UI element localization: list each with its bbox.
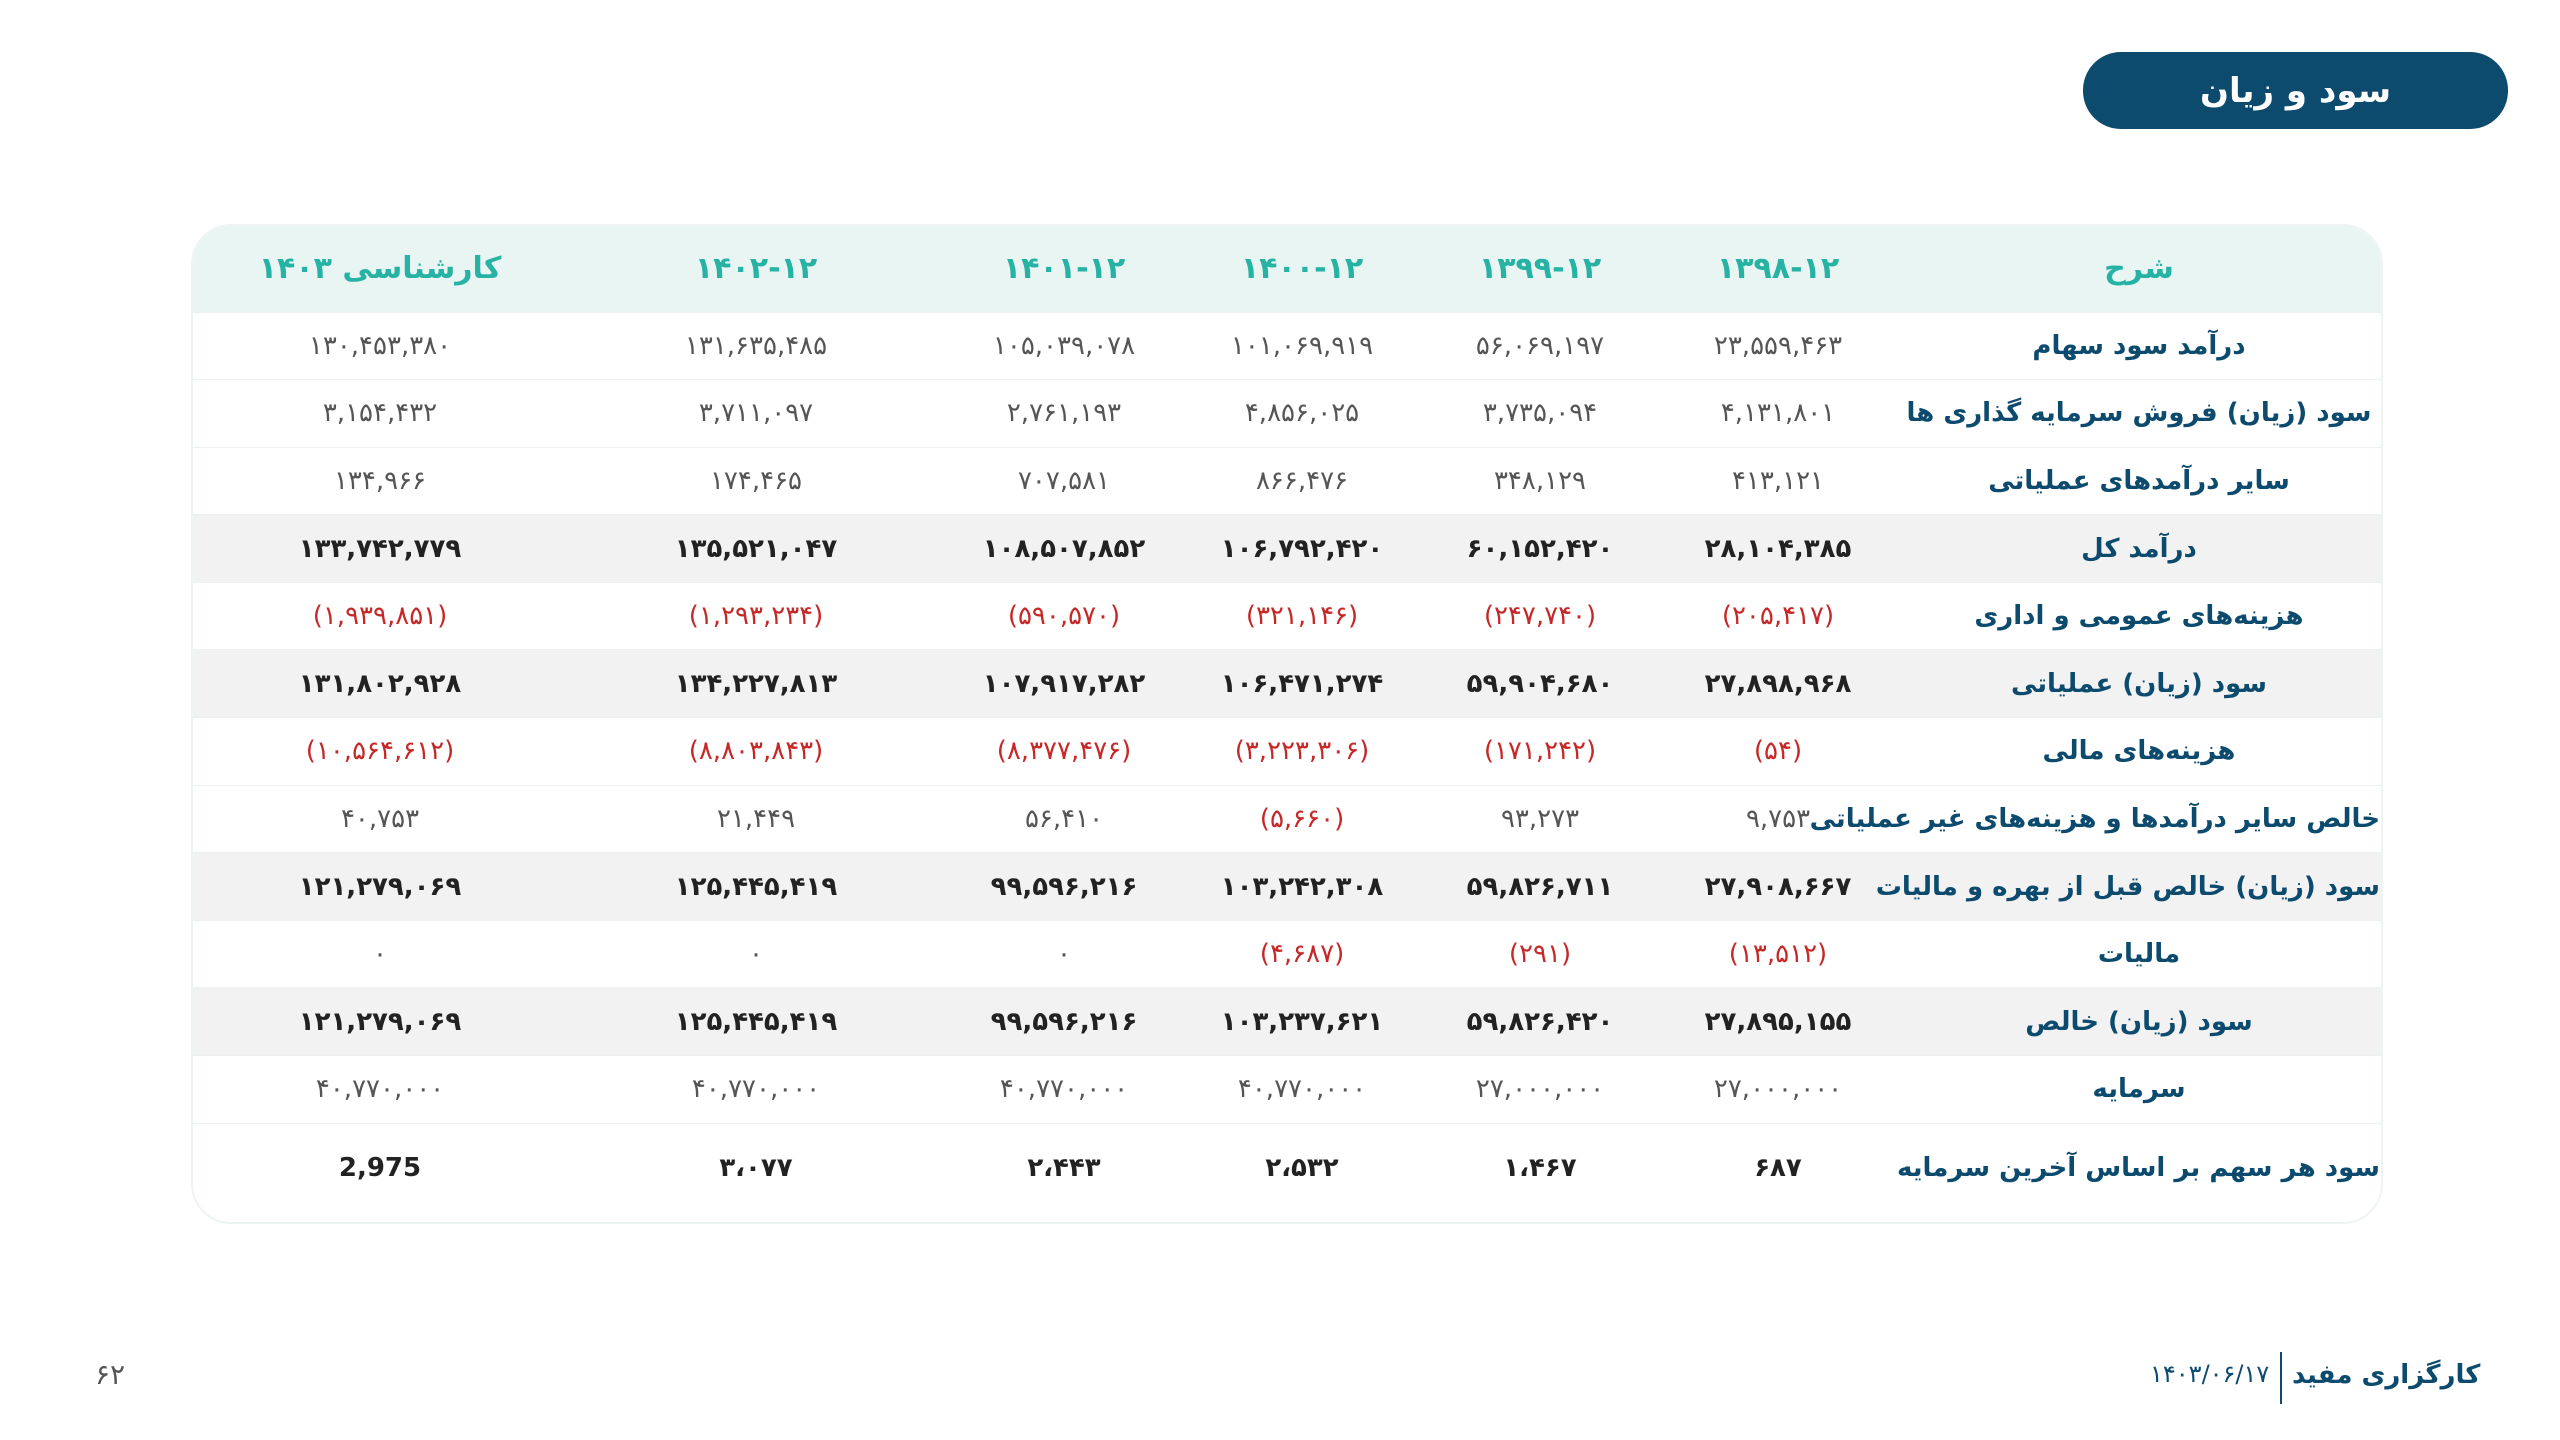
row-label: خالص سایر درآمدها و هزینه‌های غیر عملیاتی [1897,785,2381,853]
table-cell: (۲۰۵,۴۱۷) [1659,582,1897,650]
table-cell: (۲۹۱) [1421,920,1659,988]
table-cell: ۶۰,۱۵۲,۴۲۰ [1421,515,1659,583]
table-cell: ۱۲۱,۲۷۹,۰۶۹ [193,988,567,1056]
table-cell: (۸,۸۰۳,۸۴۳) [567,718,945,786]
table-row [193,920,2381,988]
table-row [193,312,2381,380]
table-cell: 2,975 [193,1123,567,1213]
column-header-1402: ۱۴۰۲-۱۲ [694,251,818,287]
table-row [193,582,2381,650]
table-cell: (۳۲۱,۱۴۶) [1183,582,1421,650]
column-header-1398: ۱۳۹۸-۱۲ [1716,251,1840,287]
report-date: ۱۴۰۳/۰۶/۱۷ [2150,1360,2270,1388]
table-cell: (۵۹۰,۵۷۰) [945,582,1183,650]
table-cell: ۴۱۳,۱۲۱ [1659,447,1897,515]
table-cell: ۴,۱۳۱,۸۰۱ [1659,380,1897,448]
table-row [193,853,2381,921]
table-cell: ۵۹,۹۰۴,۶۸۰ [1421,650,1659,718]
table-row [193,447,2381,515]
table-cell: ۲۷,۰۰۰,۰۰۰ [1659,1056,1897,1124]
table-cell: ۱۰۳,۲۴۲,۳۰۸ [1183,853,1421,921]
table-cell: ۴۰,۷۷۰,۰۰۰ [1183,1056,1421,1124]
table-cell: ۵۶,۴۱۰ [945,785,1183,853]
profit-loss-table-card [191,224,2383,1224]
table-cell: ۰ [193,920,567,988]
table-cell: ۱۰۶,۴۷۱,۲۷۴ [1183,650,1421,718]
row-label: سود (زیان) عملیاتی [1897,650,2381,718]
table-row [193,380,2381,448]
row-label: درآمد کل [1897,515,2381,583]
table-cell: ۲۳,۵۵۹,۴۶۳ [1659,312,1897,380]
table-cell: ۱۳۱,۶۳۵,۴۸۵ [567,312,945,380]
table-cell: (۱,۲۹۳,۲۳۴) [567,582,945,650]
table-cell: ۱۰۱,۰۶۹,۹۱۹ [1183,312,1421,380]
table-cell: ۹,۷۵۳ [1659,785,1897,853]
table-cell: (۲۴۷,۷۴۰) [1421,582,1659,650]
column-header-description: شرح [2104,251,2174,287]
table-cell: (۱,۹۳۹,۸۵۱) [193,582,567,650]
row-label: سرمایه [1897,1056,2381,1124]
table-cell: (۵۴) [1659,718,1897,786]
table-cell: ۱۳۱,۸۰۲,۹۲۸ [193,650,567,718]
footer-divider [2280,1352,2282,1404]
table-cell: (۱۳,۵۱۲) [1659,920,1897,988]
table-cell: ۱،۴۶۷ [1421,1123,1659,1213]
table-cell: ۴۰,۷۵۳ [193,785,567,853]
table-cell: (۸,۳۷۷,۴۷۶) [945,718,1183,786]
table-cell: ۲,۷۶۱,۱۹۳ [945,380,1183,448]
table-cell: ۴۰,۷۷۰,۰۰۰ [945,1056,1183,1124]
table-row [193,1056,2381,1124]
table-cell: ۴۰,۷۷۰,۰۰۰ [567,1056,945,1124]
table-cell: ۶۸۷ [1659,1123,1897,1213]
table-cell: ۱۳۴,۹۶۶ [193,447,567,515]
table-cell: (۱۷۱,۲۴۲) [1421,718,1659,786]
column-header-1401: ۱۴۰۱-۱۲ [1002,251,1126,287]
row-label: مالیات [1897,920,2381,988]
table-cell: ۱۲۵,۴۴۵,۴۱۹ [567,853,945,921]
table-cell: ۵۶,۰۶۹,۱۹۷ [1421,312,1659,380]
table-cell: ۱۲۵,۴۴۵,۴۱۹ [567,988,945,1056]
table-row [193,515,2381,583]
profit-loss-table [193,226,2381,1213]
table-cell: ۲۷,۸۹۸,۹۶۸ [1659,650,1897,718]
table-row [193,718,2381,786]
table-cell: ۱۳۳,۷۴۲,۷۷۹ [193,515,567,583]
table-cell: ۱۰۷,۹۱۷,۲۸۲ [945,650,1183,718]
column-header-1399: ۱۳۹۹-۱۲ [1478,251,1602,287]
table-cell: ۱۰۶,۷۹۲,۴۲۰ [1183,515,1421,583]
row-label: سود هر سهم بر اساس آخرین سرمایه [1897,1123,2381,1213]
table-cell: ۲،۴۴۳ [945,1123,1183,1213]
row-label: سود (زیان) خالص [1897,988,2381,1056]
table-row [193,650,2381,718]
table-cell: ۳,۷۱۱,۰۹۷ [567,380,945,448]
row-label: هزینه‌های عمومی و اداری [1897,582,2381,650]
table-cell: ۳,۷۳۵,۰۹۴ [1421,380,1659,448]
table-cell: ۲۱,۴۴۹ [567,785,945,853]
table-cell: ۷۰۷,۵۸۱ [945,447,1183,515]
column-header-1403-forecast: کارشناسی ۱۴۰۳ [258,251,502,287]
row-label: سایر درآمدهای عملیاتی [1897,447,2381,515]
table-cell: (۵,۶۶۰) [1183,785,1421,853]
table-cell: (۱۰,۵۶۴,۶۱۲) [193,718,567,786]
table-cell: ۹۳,۲۷۳ [1421,785,1659,853]
table-cell: ۱۷۴,۴۶۵ [567,447,945,515]
page-title: سود و زیان [2083,52,2508,129]
brand-name: کارگزاری مفید [2292,1360,2481,1390]
row-label: هزینه‌های مالی [1897,718,2381,786]
row-label: سود (زیان) فروش سرمایه گذاری ها [1897,380,2381,448]
table-cell: ۰ [567,920,945,988]
table-row [193,1123,2381,1213]
table-cell: ۳,۱۵۴,۴۳۲ [193,380,567,448]
table-cell: (۴,۶۸۷) [1183,920,1421,988]
row-label: درآمد سود سهام [1897,312,2381,380]
table-cell: ۰ [945,920,1183,988]
table-cell: ۴,۸۵۶,۰۲۵ [1183,380,1421,448]
table-cell: ۲۷,۸۹۵,۱۵۵ [1659,988,1897,1056]
table-cell: ۹۹,۵۹۶,۲۱۶ [945,988,1183,1056]
row-label: سود (زیان) خالص قبل از بهره و مالیات [1897,853,2381,921]
table-cell: ۵۹,۸۲۶,۴۲۰ [1421,988,1659,1056]
table-row [193,785,2381,853]
table-cell: ۱۳۰,۴۵۳,۳۸۰ [193,312,567,380]
table-cell: ۲،۵۳۲ [1183,1123,1421,1213]
table-cell: ۳۴۸,۱۲۹ [1421,447,1659,515]
page-number: ۶۲ [95,1358,126,1391]
table-cell: ۱۳۴,۲۲۷,۸۱۳ [567,650,945,718]
table-cell: ۸۶۶,۴۷۶ [1183,447,1421,515]
table-cell: ۲۷,۹۰۸,۶۶۷ [1659,853,1897,921]
column-header-1400: ۱۴۰۰-۱۲ [1240,251,1364,287]
table-cell: ۱۰۳,۲۳۷,۶۲۱ [1183,988,1421,1056]
table-cell: ۲۸,۱۰۴,۳۸۵ [1659,515,1897,583]
table-cell: ۱۲۱,۲۷۹,۰۶۹ [193,853,567,921]
table-cell: ۲۷,۰۰۰,۰۰۰ [1421,1056,1659,1124]
table-cell: ۴۰,۷۷۰,۰۰۰ [193,1056,567,1124]
table-cell: (۳,۲۲۳,۳۰۶) [1183,718,1421,786]
table-cell: ۳،۰۷۷ [567,1123,945,1213]
table-cell: ۱۰۸,۵۰۷,۸۵۲ [945,515,1183,583]
table-header-row [193,226,2381,312]
table-cell: ۹۹,۵۹۶,۲۱۶ [945,853,1183,921]
table-cell: ۱۳۵,۵۲۱,۰۴۷ [567,515,945,583]
table-row [193,988,2381,1056]
table-cell: ۵۹,۸۲۶,۷۱۱ [1421,853,1659,921]
table-cell: ۱۰۵,۰۳۹,۰۷۸ [945,312,1183,380]
